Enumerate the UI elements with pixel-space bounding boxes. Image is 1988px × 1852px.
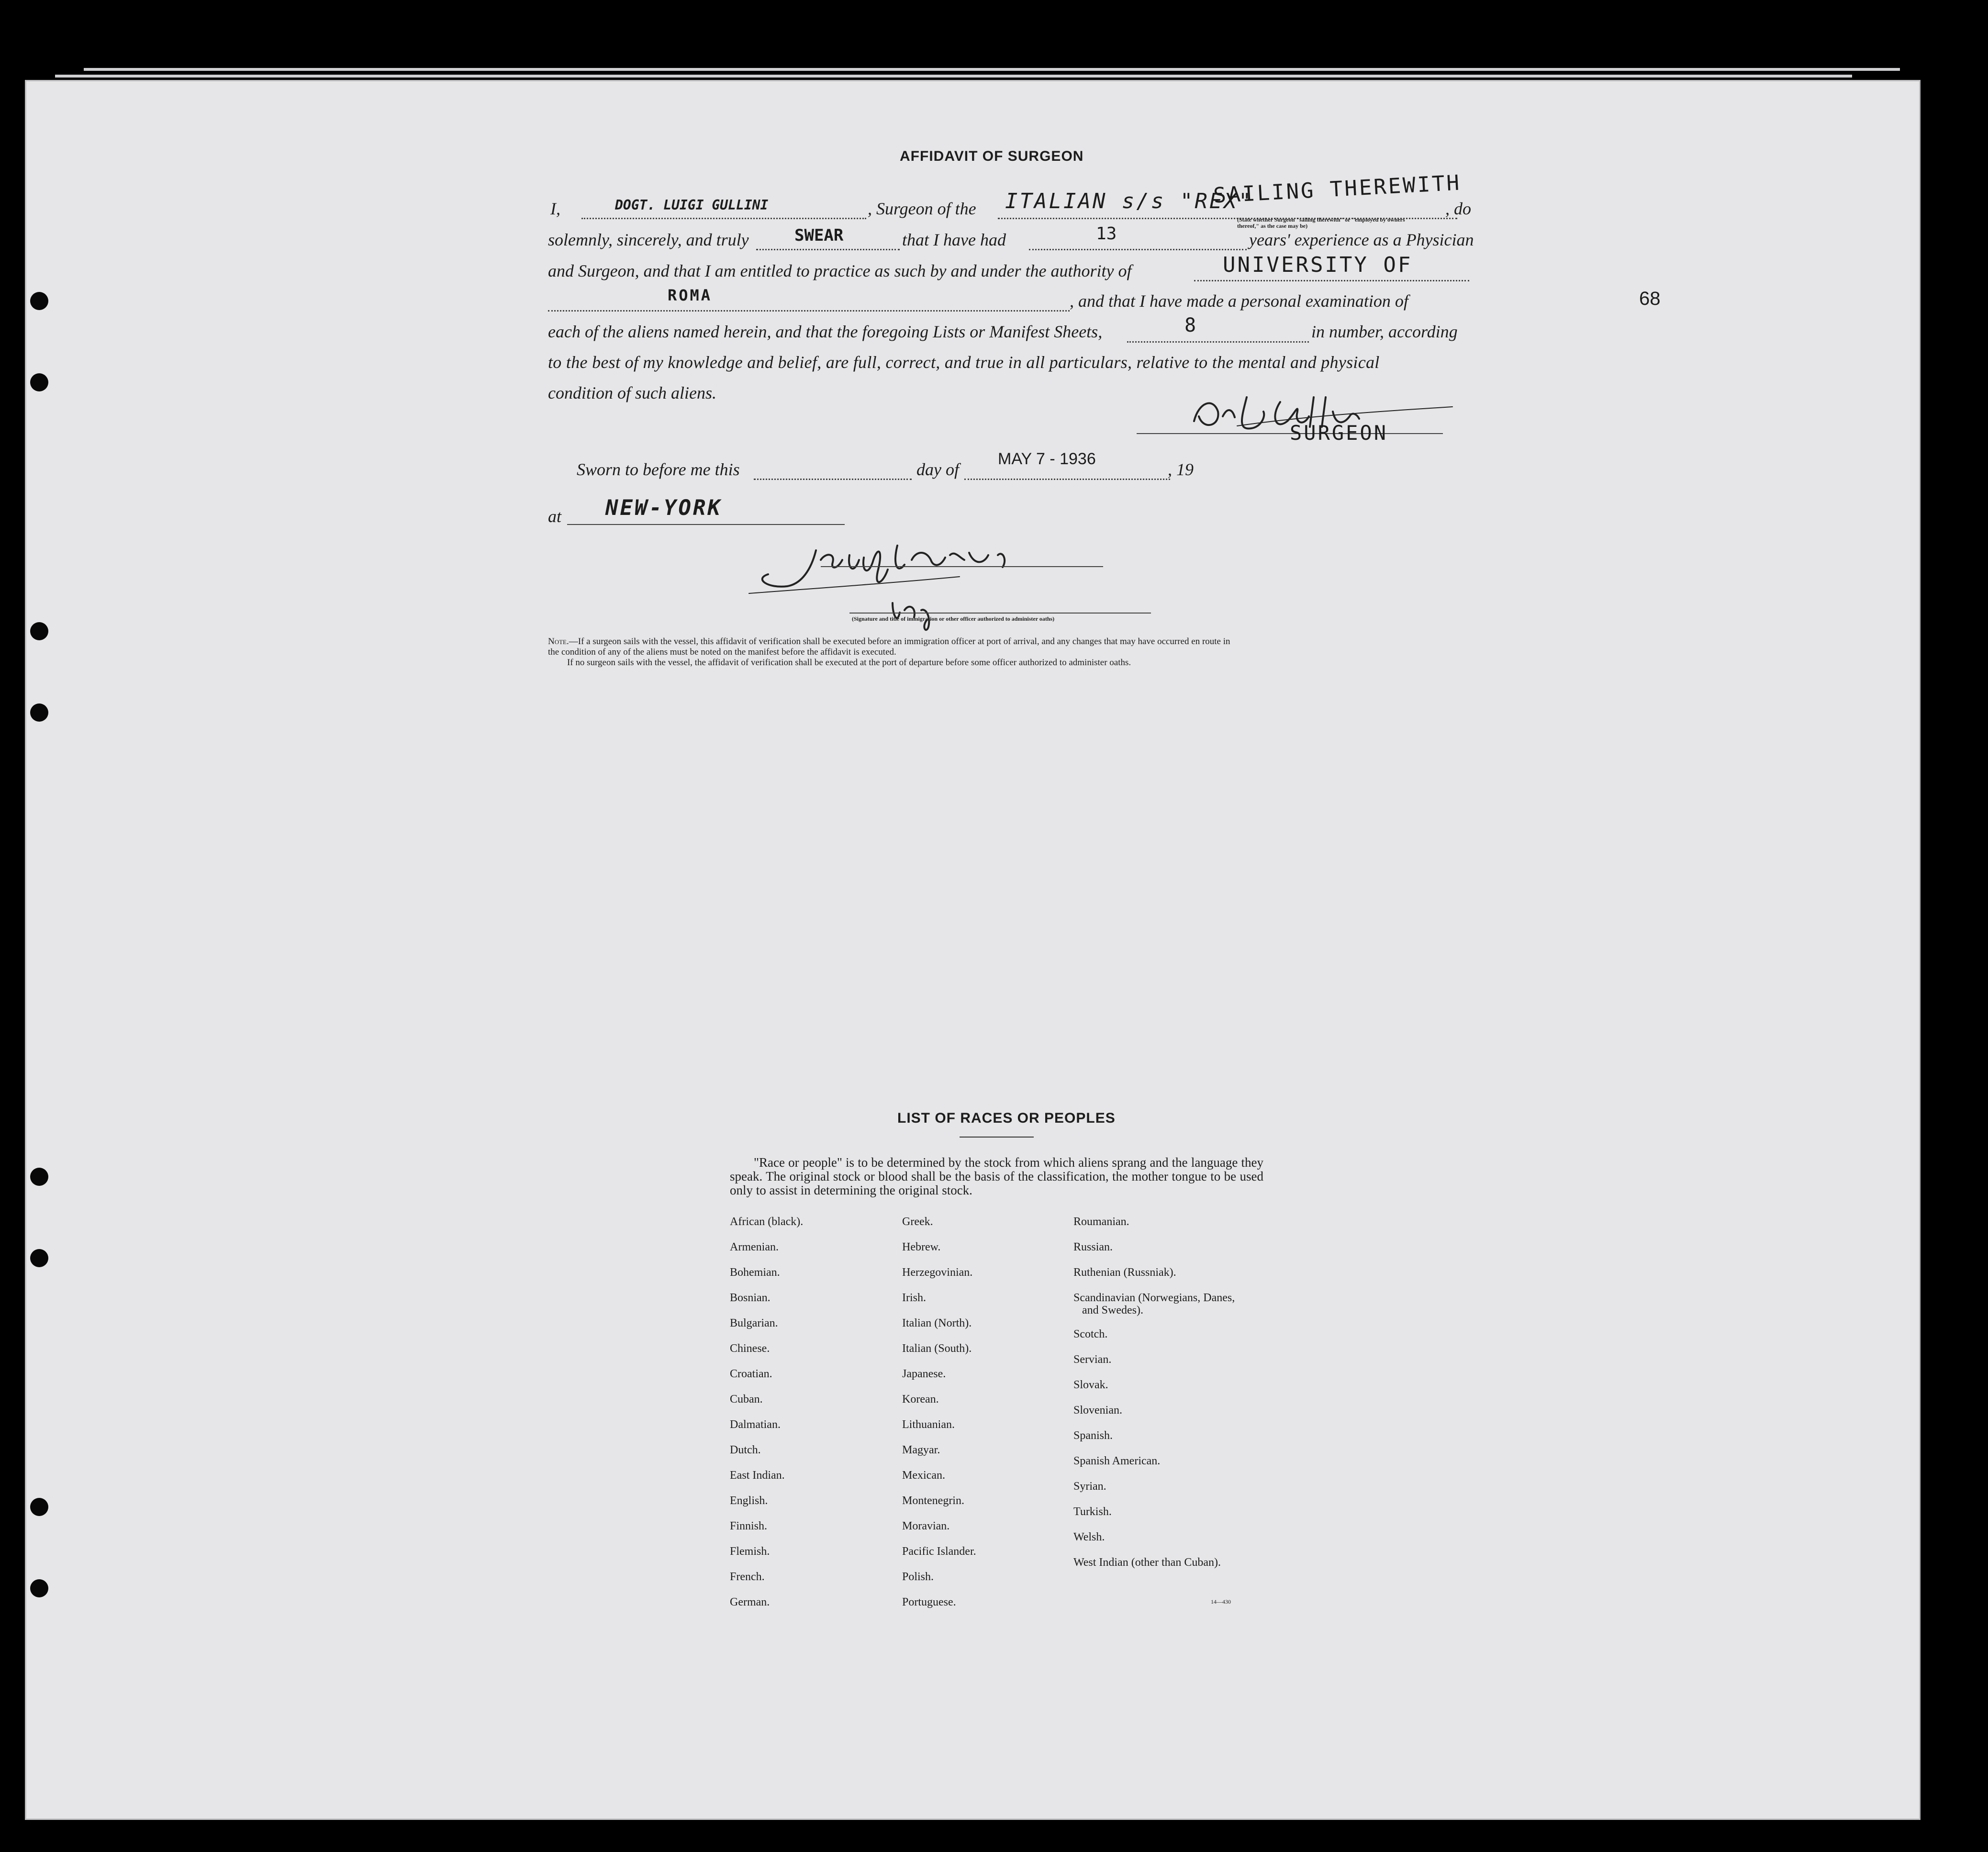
- race-item: Syrian.: [1073, 1480, 1106, 1493]
- line5-prefix: each of the aliens named herein, and that the foregoing Lists or Manifest Sheets,: [548, 322, 1103, 341]
- surgeon-label: SURGEON: [1290, 421, 1388, 445]
- authority-continued: ROMA: [668, 286, 713, 304]
- race-item: Mexican.: [902, 1469, 945, 1482]
- oath-word: SWEAR: [794, 226, 844, 245]
- race-item: Moravian.: [902, 1520, 950, 1532]
- note-line-1: Note.—If a surgeon sails with the vessel, this affidavit of verification shall be executed before an immigration officer at port of arrival, and any changes that may have occurred en route in: [548, 636, 1230, 647]
- affidavit-title: AFFIDAVIT OF SURGEON: [900, 148, 1084, 164]
- race-item: East Indian.: [730, 1469, 785, 1482]
- race-item: Scandinavian (Norwegians, Danes, and Swedes).: [1073, 1292, 1235, 1316]
- race-item: Chinese.: [730, 1342, 770, 1355]
- surgeon-name: DOGT. LUIGI GULLINI: [615, 197, 769, 213]
- binder-hole: [30, 622, 48, 640]
- binder-hole: [30, 292, 48, 310]
- race-item: Slovenian.: [1073, 1404, 1122, 1417]
- binder-hole: [30, 1249, 48, 1267]
- race-item: Scotch.: [1073, 1328, 1108, 1340]
- binder-hole: [30, 1498, 48, 1516]
- race-item: Ruthenian (Russniak).: [1073, 1266, 1176, 1279]
- race-item: African (black).: [730, 1216, 804, 1228]
- race-item: Greek.: [902, 1216, 933, 1228]
- race-item: Finnish.: [730, 1520, 768, 1532]
- race-item: Bohemian.: [730, 1266, 780, 1279]
- race-item: Spanish American.: [1073, 1455, 1161, 1467]
- title-rule: [960, 1137, 1034, 1138]
- sworn-mid: day of: [916, 460, 959, 479]
- form-code: 14—430: [1211, 1598, 1231, 1605]
- race-item: Irish.: [902, 1292, 926, 1304]
- race-item: Armenian.: [730, 1241, 779, 1253]
- line2-mid: that I have had: [902, 230, 1006, 249]
- race-item: French.: [730, 1571, 765, 1583]
- line2-end: years' experience as a Physician: [1249, 230, 1474, 249]
- race-item: Italian (South).: [902, 1342, 972, 1355]
- at-prefix: at: [548, 507, 562, 526]
- race-item: Herzegovinian.: [902, 1266, 973, 1279]
- race-item: Montenegrin.: [902, 1495, 964, 1507]
- binder-hole: [30, 373, 48, 391]
- race-item: West Indian (other than Cuban).: [1073, 1556, 1221, 1569]
- race-item: Japanese.: [902, 1368, 946, 1380]
- binder-hole: [30, 1579, 48, 1597]
- race-item: Korean.: [902, 1393, 939, 1406]
- race-item: Bulgarian.: [730, 1317, 778, 1329]
- races-column-2: [902, 1216, 1065, 1621]
- races-column-3: [1073, 1216, 1246, 1580]
- race-item: Italian (North).: [902, 1317, 972, 1329]
- page-edge: [84, 68, 1900, 71]
- races-title: LIST OF RACES OR PEOPLES: [897, 1110, 1116, 1126]
- race-item: Dutch.: [730, 1444, 761, 1456]
- race-item: Croatian.: [730, 1368, 772, 1380]
- note-line-3: If no surgeon sails with the vessel, the affidavit of verification shall be executed at the port of departure before some officer authorized to administer oaths.: [567, 658, 1131, 668]
- line3-prefix: and Surgeon, and that I am entitled to practice as such by and under the authority of: [548, 261, 1132, 280]
- years-experience: 13: [1096, 224, 1117, 244]
- surgeon-of-label: , Surgeon of the: [868, 199, 976, 218]
- race-item: Spanish.: [1073, 1429, 1113, 1442]
- sworn-end: , 19: [1168, 460, 1194, 479]
- line6: to the best of my knowledge and belief, are full, correct, and true in all particulars, relative to the mental and physical: [548, 353, 1380, 372]
- race-item: Pacific Islander.: [902, 1545, 976, 1558]
- binder-hole: [30, 1168, 48, 1186]
- race-item: Welsh.: [1073, 1531, 1105, 1543]
- races-intro: "Race or people" is to be determined by the stock from which aliens sprang and the language they speak. The original stock or blood shall be the basis of the classification, the mother tongue to be used only to assist in determining the original stock.: [730, 1155, 1263, 1197]
- race-item: Servian.: [1073, 1353, 1112, 1366]
- race-item: German.: [730, 1596, 770, 1608]
- line5-end: in number, according: [1311, 322, 1458, 341]
- surgeon-status: SAILING THEREWITH: [1213, 170, 1462, 208]
- line7: condition of such aliens.: [548, 383, 716, 402]
- race-item: Cuban.: [730, 1393, 763, 1406]
- line4-end: , and that I have made a personal examination of: [1070, 291, 1408, 311]
- race-item: Polish.: [902, 1571, 934, 1583]
- race-item: Portuguese.: [902, 1596, 956, 1608]
- page-number: 68: [1639, 288, 1661, 309]
- page-edge: [55, 75, 1852, 78]
- authority: UNIVERSITY OF: [1223, 253, 1413, 277]
- document-page: [26, 81, 1919, 1819]
- race-item: English.: [730, 1495, 768, 1507]
- race-item: Russian.: [1073, 1241, 1113, 1253]
- race-item: Bosnian.: [730, 1292, 771, 1304]
- vessel-name: ITALIAN s/s "REX": [1005, 189, 1253, 213]
- sworn-prefix: Sworn to before me this: [577, 460, 740, 479]
- status-note: (State whether Surgeon "sailing therewith" or "employed by owners thereof," as the case may be): [1237, 216, 1405, 229]
- race-item: Flemish.: [730, 1545, 770, 1558]
- binder-hole: [30, 703, 48, 722]
- race-item: Lithuanian.: [902, 1418, 955, 1431]
- line1-end: , do: [1445, 199, 1471, 218]
- note-line-2: the condition of any of the aliens must be noted on the manifest before the affidavit is executed.: [548, 647, 896, 657]
- sworn-date: MAY 7 - 1936: [998, 450, 1096, 468]
- sworn-place: NEW-YORK: [605, 496, 722, 520]
- sheet-count: 8: [1184, 314, 1196, 336]
- line2-prefix: solemnly, sincerely, and truly: [548, 230, 749, 249]
- races-column-1: [730, 1216, 893, 1621]
- officer-signature: [739, 531, 1113, 641]
- race-item: Roumanian.: [1073, 1216, 1129, 1228]
- race-item: Hebrew.: [902, 1241, 941, 1253]
- race-item: Slovak.: [1073, 1379, 1108, 1391]
- officer-caption: (Signature and title of immigration or other officer authorized to administer oaths): [852, 615, 1055, 622]
- race-item: Dalmatian.: [730, 1418, 781, 1431]
- affidavit-prefix: I,: [550, 199, 560, 218]
- race-item: Magyar.: [902, 1444, 940, 1456]
- race-item: Turkish.: [1073, 1506, 1112, 1518]
